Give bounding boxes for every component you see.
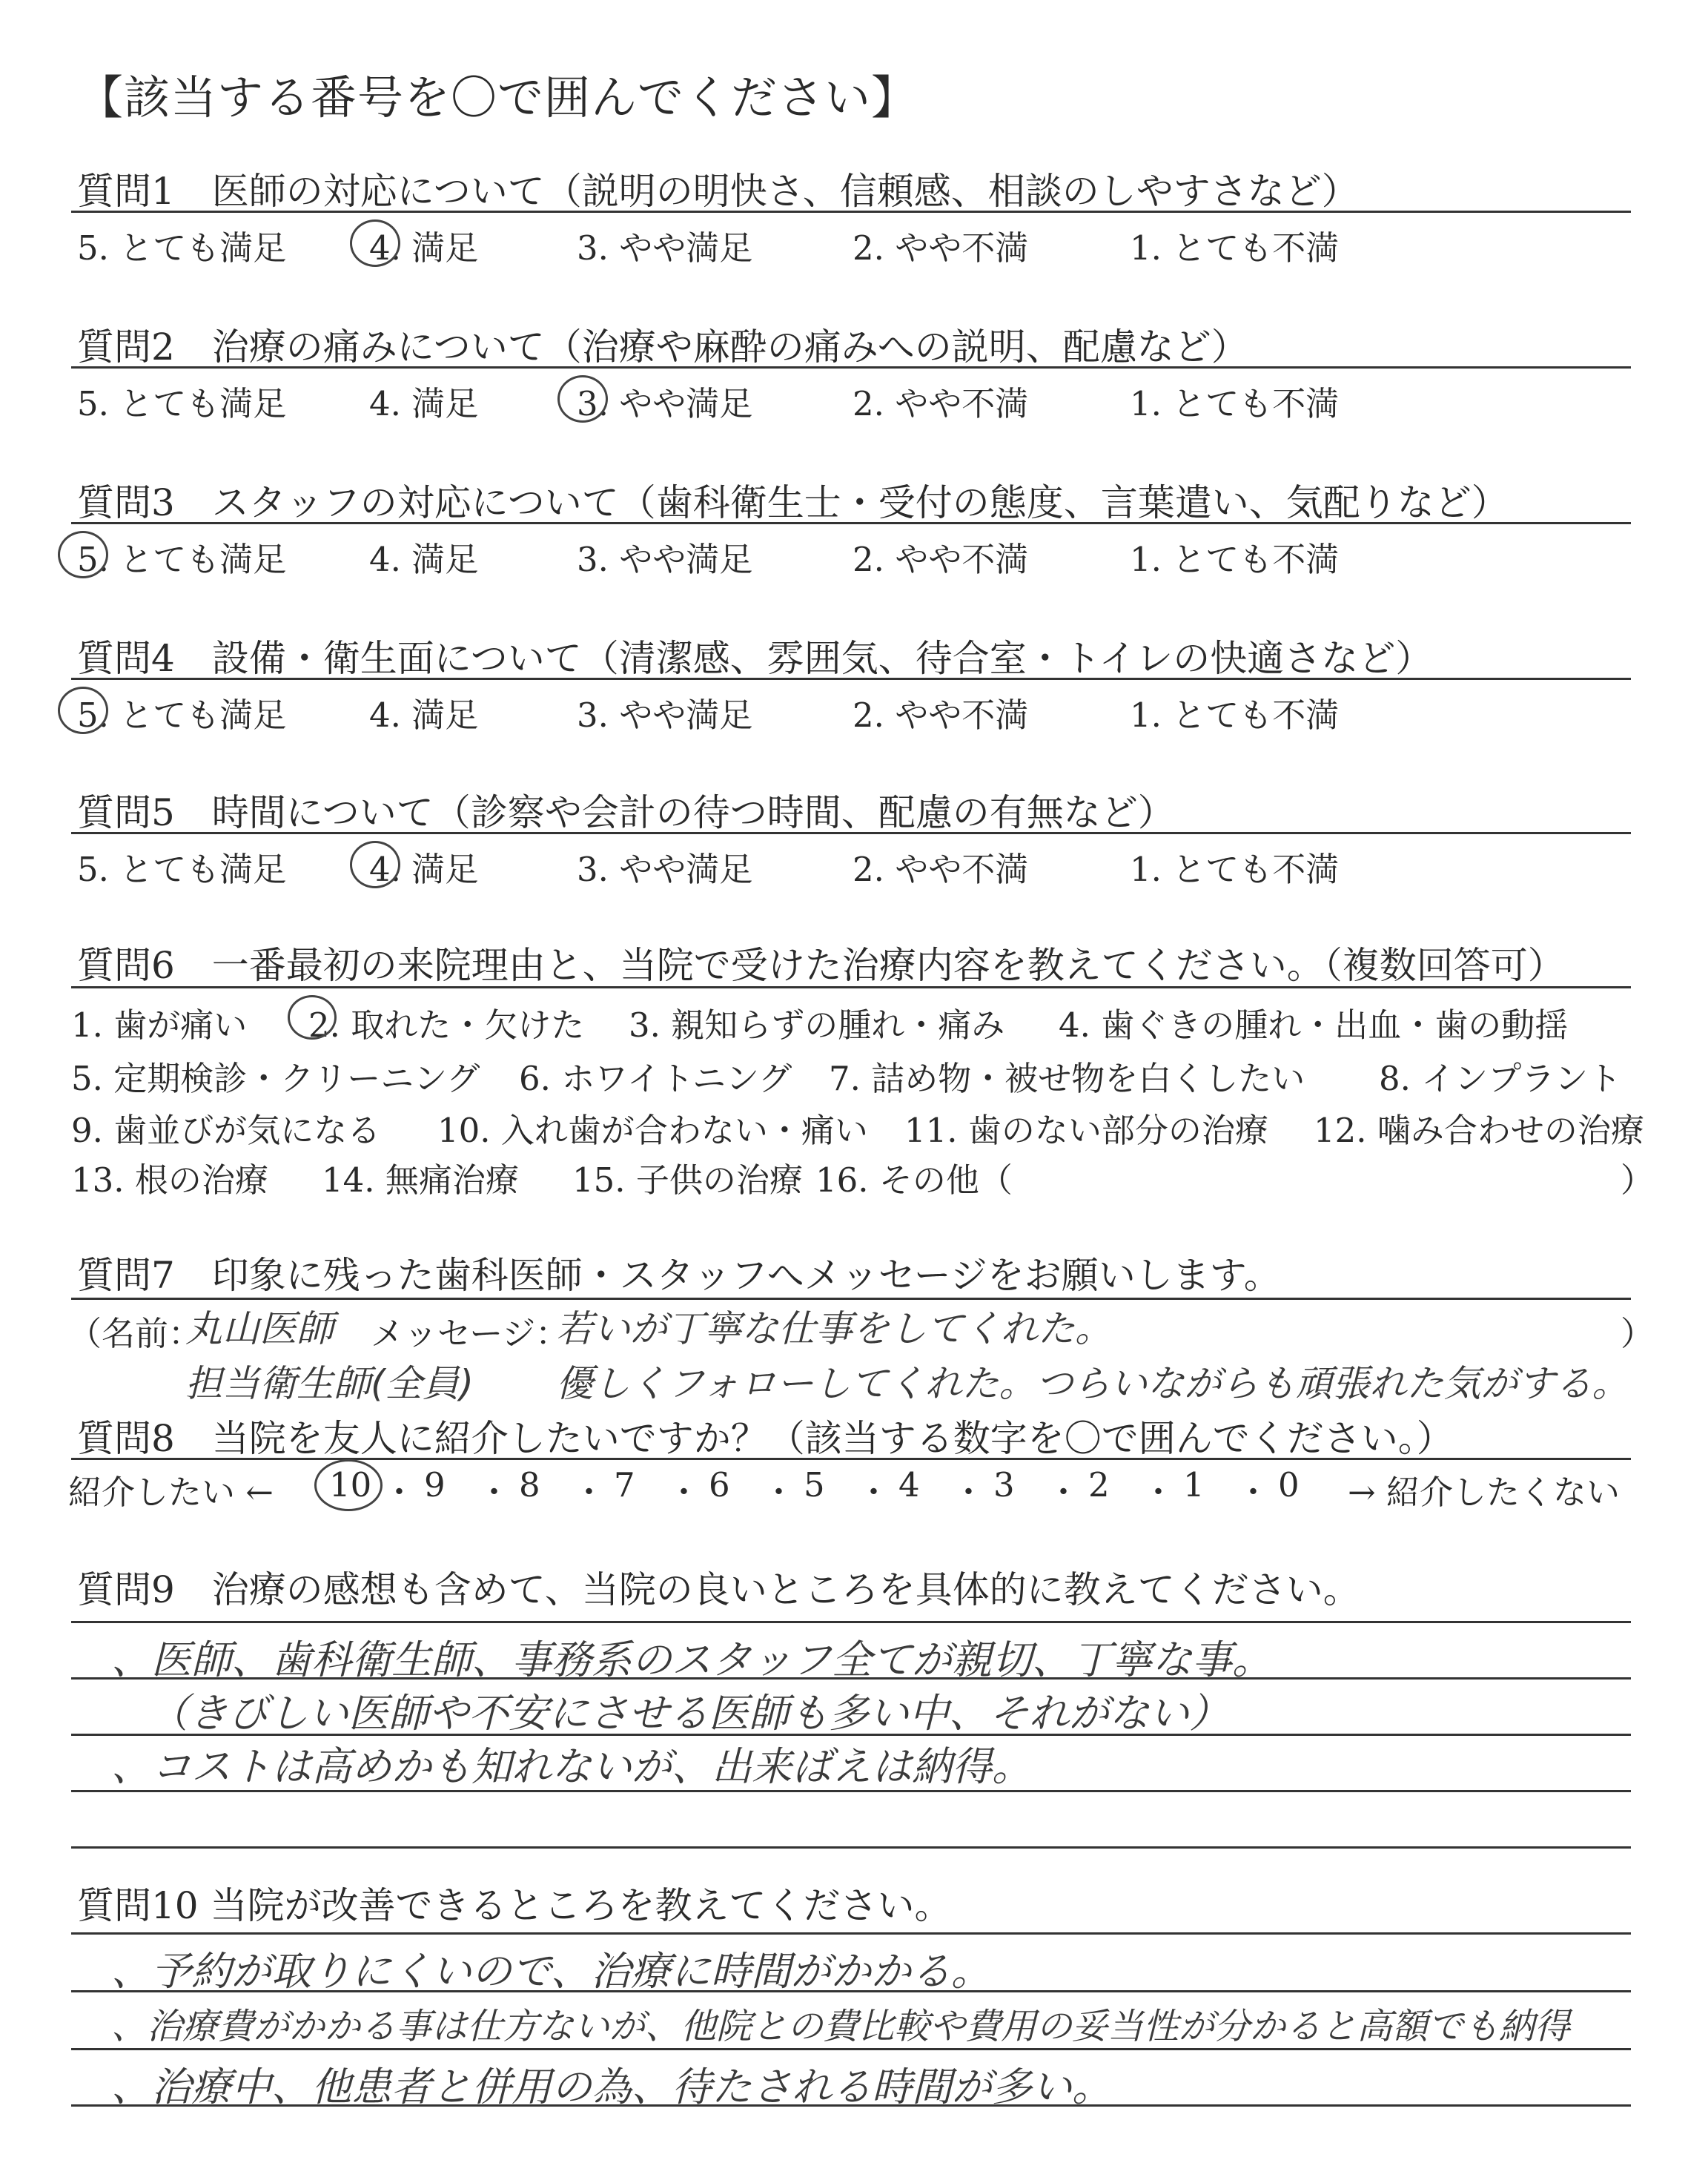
q3-option-2[interactable]: 2. やや不満 [853, 540, 1029, 579]
q9-rule-5 [71, 1846, 1631, 1849]
q3-option-1[interactable]: 1. とても不満 [1130, 540, 1340, 579]
q1-selected-circle [350, 219, 400, 267]
page-title: 【該当する番号を〇で囲んでください】 [77, 70, 918, 125]
q1-label: 質問1 医師の対応について（説明の明快さ、信頼感、相談のしやすさなど） [77, 170, 1359, 213]
q8-scale-4[interactable]: 4 [898, 1465, 920, 1505]
q6-option-4[interactable]: 4. 歯ぐきの腫れ・出血・歯の動揺 [1059, 1005, 1569, 1045]
q7-message-label: メッセージ： [371, 1314, 569, 1353]
q8-scale-8[interactable]: 8 [519, 1465, 540, 1505]
q8-label: 質問8 当院を友人に紹介したいですか？（該当する数字を〇で囲んでください。） [77, 1417, 1454, 1460]
q8-scale-9[interactable]: 9 [424, 1465, 446, 1505]
q4-rule [71, 678, 1631, 680]
q8-left-label: 紹介したい ← [68, 1473, 274, 1512]
q1-option-5[interactable]: 5. とても満足 [77, 228, 287, 268]
q2-option-5[interactable]: 5. とても満足 [77, 384, 287, 423]
q8-separator: ・ [667, 1473, 701, 1512]
q6-option-16[interactable]: 16. その他（ [815, 1160, 1013, 1200]
q6-option-2[interactable]: 2. 取れた・欠けた [308, 1005, 585, 1045]
q8-separator: ・ [1142, 1473, 1176, 1512]
q3-option-4[interactable]: 4. 満足 [369, 540, 479, 579]
q8-scale-2[interactable]: 2 [1088, 1465, 1110, 1505]
q8-rule [71, 1458, 1631, 1460]
q6-option-12[interactable]: 12. 噛み合わせの治療 [1314, 1111, 1644, 1150]
q8-scale-6[interactable]: 6 [709, 1465, 730, 1505]
q2-rule [71, 366, 1631, 369]
q8-scale-0[interactable]: 0 [1278, 1465, 1300, 1505]
q9-answer-line-2: （きびしい医師や不安にさせる医師も多い中、それがない） [148, 1690, 1229, 1737]
q5-label: 質問5 時間について（診察や会計の待つ時間、配慮の有無など） [77, 791, 1175, 834]
q2-selected-circle [557, 375, 608, 423]
q7-name1: 丸山医師 [185, 1307, 334, 1350]
q8-right-label: → 紹介したくない [1348, 1473, 1621, 1512]
q5-option-5[interactable]: 5. とても満足 [77, 850, 287, 889]
q8-scale-5[interactable]: 5 [804, 1465, 825, 1505]
q5-rule [71, 832, 1631, 834]
q8-scale-7[interactable]: 7 [614, 1465, 635, 1505]
q7-name2: 担当衛生師(全員) [185, 1362, 474, 1405]
q8-separator: ・ [572, 1473, 606, 1512]
q6-option-11[interactable]: 11. 歯のない部分の治療 [904, 1111, 1268, 1150]
q6-option-10[interactable]: 10. 入れ歯が合わない・痛い [437, 1111, 868, 1150]
q5-option-4[interactable]: 4. 満足 [369, 850, 479, 889]
q1-option-1[interactable]: 1. とても不満 [1130, 228, 1340, 268]
q8-separator: ・ [477, 1473, 512, 1512]
q4-option-3[interactable]: 3. やや満足 [577, 696, 753, 735]
q6-option-14[interactable]: 14. 無痛治療 [322, 1160, 519, 1200]
q8-separator: ・ [952, 1473, 986, 1512]
q3-selected-circle [58, 531, 108, 578]
q9-answer-line-1: 、医師、歯科衛生師、事務系のスタッフ全てが親切、丁寧な事。 [111, 1636, 1272, 1683]
q6-selected-circle [288, 995, 337, 1040]
q3-rule [71, 522, 1631, 524]
q4-label: 質問4 設備・衛生面について（清潔感、雰囲気、待合室・トイレの快適さなど） [77, 637, 1433, 680]
q1-option-4[interactable]: 4. 満足 [369, 228, 479, 268]
q2-option-1[interactable]: 1. とても不満 [1130, 384, 1340, 423]
q6-option-3[interactable]: 3. 親知らずの腫れ・痛み [629, 1005, 1005, 1045]
q9-rule-1 [71, 1621, 1631, 1623]
q5-option-2[interactable]: 2. やや不満 [853, 850, 1029, 889]
q6-rule [71, 986, 1631, 988]
q5-selected-circle [350, 841, 400, 888]
q2-option-4[interactable]: 4. 満足 [369, 384, 479, 423]
q3-option-5[interactable]: 5. とても満足 [77, 540, 287, 579]
q8-separator: ・ [383, 1473, 417, 1512]
q8-scale-10[interactable]: 10 [329, 1465, 372, 1505]
q4-option-2[interactable]: 2. やや不満 [853, 696, 1029, 735]
q2-label: 質問2 治療の痛みについて（治療や麻酔の痛みへの説明、配慮など） [77, 326, 1248, 369]
q7-message1: 若いが丁寧な仕事をしてくれた。 [556, 1307, 1112, 1350]
q6-option-5[interactable]: 5. 定期検診・クリーニング [71, 1059, 480, 1098]
q2-option-2[interactable]: 2. やや不満 [853, 384, 1029, 423]
q6-option-6[interactable]: 6. ホワイトニング [519, 1059, 792, 1098]
q4-selected-circle [58, 687, 108, 734]
q6-option-13[interactable]: 13. 根の治療 [71, 1160, 268, 1200]
q1-option-3[interactable]: 3. やや満足 [577, 228, 753, 268]
q1-rule [71, 211, 1631, 213]
q8-selected-circle [314, 1459, 383, 1511]
q6-label: 質問6 一番最初の来院理由と、当院で受けた治療内容を教えてください。（複数回答可） [77, 944, 1565, 987]
q10-answer-line-1: 、予約が取りにくいので、治療に時間がかかる。 [111, 1948, 991, 1995]
q7-name-label: （名前： [68, 1314, 202, 1353]
q3-label: 質問3 スタッフの対応について（歯科衛生士・受付の態度、言葉遣い、気配りなど） [77, 481, 1509, 524]
q10-label: 質問10 当院が改善できるところを教えてください。 [77, 1884, 952, 1927]
q7-label: 質問7 印象に残った歯科医師・スタッフへメッセージをお願いします。 [77, 1254, 1281, 1297]
q10-rule-1 [71, 1932, 1631, 1935]
q9-label: 質問9 治療の感想も含めて、当院の良いところを具体的に教えてください。 [77, 1568, 1360, 1611]
q8-separator: ・ [1047, 1473, 1081, 1512]
q5-option-1[interactable]: 1. とても不満 [1130, 850, 1340, 889]
q8-separator: ・ [1237, 1473, 1271, 1512]
q6-option-9[interactable]: 9. 歯並びが気になる [71, 1111, 381, 1150]
q4-option-5[interactable]: 5. とても満足 [77, 696, 287, 735]
q7-message2: 優しくフォローしてくれた。つらいながらも頑張れた気がする。 [556, 1362, 1629, 1405]
q8-separator: ・ [762, 1473, 796, 1512]
q6-close-paren: ） [1621, 1160, 1655, 1200]
q10-answer-line-3: 、治療中、他患者と併用の為、待たされる時間が多い。 [111, 2064, 1112, 2110]
q2-option-3[interactable]: 3. やや満足 [577, 384, 753, 423]
q5-option-3[interactable]: 3. やや満足 [577, 850, 753, 889]
q1-option-2[interactable]: 2. やや不満 [853, 228, 1029, 268]
q6-option-15[interactable]: 15. 子供の治療 [572, 1160, 803, 1200]
q6-option-1[interactable]: 1. 歯が痛い [71, 1005, 248, 1045]
q8-separator: ・ [857, 1473, 891, 1512]
q3-option-3[interactable]: 3. やや満足 [577, 540, 753, 579]
q4-option-4[interactable]: 4. 満足 [369, 696, 479, 735]
q7-close-paren: ） [1621, 1314, 1655, 1353]
q8-scale-1[interactable]: 1 [1183, 1465, 1205, 1505]
q6-option-8[interactable]: 8. インプラント [1379, 1059, 1622, 1098]
q9-answer-line-3: 、コストは高めかも知れないが、出来ばえは納得。 [111, 1743, 1032, 1790]
q10-answer-line-2: 、治療費がかかる事は仕方ないが、他院との費比較や費用の妥当性が分かると高額でも納得 [111, 2006, 1571, 2047]
q6-option-7[interactable]: 7. 詰め物・被せ物を白くしたい [829, 1059, 1305, 1098]
q8-scale-3[interactable]: 3 [993, 1465, 1015, 1505]
q4-option-1[interactable]: 1. とても不満 [1130, 696, 1340, 735]
